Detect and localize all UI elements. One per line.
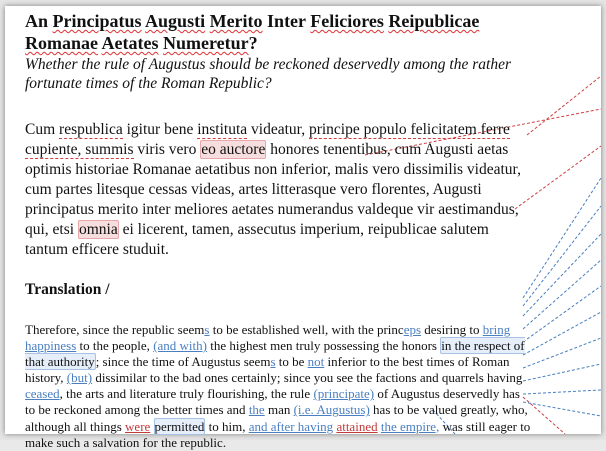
- tracked-insertion[interactable]: (but): [66, 370, 93, 386]
- misspelled-word[interactable]: Reipublicae: [388, 11, 480, 31]
- tracked-insertion[interactable]: the: [248, 402, 265, 418]
- document-subtitle: Whether the rule of Augustus should be reckoned deservedly among the rather fortunate times of the Roman Republic?: [25, 56, 511, 92]
- tracked-insertion[interactable]: bring happiness: [25, 322, 511, 354]
- connector-blue-10: [523, 402, 601, 416]
- comment-highlight[interactable]: permitted: [154, 418, 205, 434]
- connector-blue-3: [523, 234, 601, 316]
- connector-blue-8: [523, 364, 601, 381]
- commented-text[interactable]: principe populo felicitatem ferre cupiente, summis: [25, 121, 510, 158]
- tracked-insertion[interactable]: eps: [403, 322, 422, 337]
- connector-red-1: [527, 76, 601, 135]
- translation-paragraph: Therefore, since the republic seems to be established well, with the princeps desiring to bring happiness to the people, (and with) the highest men truly possessing the honors in the respect of that authority; since the time of Augustus seems to be not inferior to the best times of Roman history, (but) dissimilar to the bad ones certainly; since you see the factions and quarrels having ceased, the arts and literature truly flourishing, the rule (principate) of Augustus deservedly has to be reckoned among the better times and the man (i.e. Augustus) has to be valued greatly, who, although all things were permitted to him, and after having attained the empire, was still eager to make such a salvation for the republic.: [25, 322, 531, 450]
- tracked-deletion[interactable]: were: [125, 418, 151, 434]
- tracked-insertion[interactable]: and after having: [248, 418, 334, 434]
- tracked-insertion[interactable]: (and with): [153, 338, 207, 354]
- misspelled-word[interactable]: Principatus: [52, 11, 142, 31]
- comment-highlight[interactable]: eo auctore: [201, 141, 266, 158]
- document-body: [25, 10, 533, 451]
- misspelled-word[interactable]: Augusti: [145, 11, 206, 31]
- tracked-insertion[interactable]: not: [307, 354, 325, 370]
- translation-heading: Translation /: [25, 281, 110, 298]
- tracked-insertion[interactable]: s: [270, 354, 276, 370]
- document-title: An Principatus Augusti Merito Inter Feliciores Reipublicae Romanae Aetates Numeretur?: [25, 11, 480, 53]
- comment-highlight[interactable]: in the respect of that authority: [25, 338, 525, 370]
- connector-blue-1: [523, 178, 601, 298]
- latin-paragraph: Cum respublica igitur bene instituta videatur, principe populo felicitatem ferre cupiente, summis viris vero eo auctore honores tenentibus, cum Augusti aetas optimis historiae Romanae aetatibus non inferior, malis vero dissimilis videatur, cum partes litesque cessas videas, artes litterasque vero florentes, Augusti principatus merito inter meliores aetates numerandus valdeque vir aestimandus, qui, etsi omnia ei licerent, tamen, assecutus imperium, reipublicae salutem tantum efficere studuit.: [25, 121, 521, 258]
- misspelled-word[interactable]: Romanae: [25, 33, 98, 53]
- misspelled-word[interactable]: Numeretur: [163, 33, 249, 53]
- connector-blue-7: [523, 338, 601, 368]
- comment-highlight[interactable]: omnia: [78, 221, 118, 238]
- commented-text[interactable]: instituta: [197, 121, 248, 138]
- tracked-insertion[interactable]: (i.e. Augustus): [293, 402, 370, 418]
- tracked-insertion[interactable]: the empire,: [380, 418, 440, 434]
- tracked-insertion[interactable]: ceased: [25, 386, 60, 402]
- tracked-deletion[interactable]: attained: [336, 418, 378, 434]
- document-page: [5, 6, 601, 450]
- misspelled-word[interactable]: Aetates: [101, 33, 159, 53]
- connector-blue-2: [523, 206, 601, 306]
- commented-text[interactable]: respublica: [59, 121, 123, 138]
- tracked-insertion[interactable]: (principate): [313, 386, 375, 402]
- connector-blue-9: [523, 390, 601, 394]
- misspelled-word[interactable]: Merito: [209, 11, 263, 31]
- tracked-insertion[interactable]: s: [204, 322, 210, 337]
- misspelled-word[interactable]: Feliciores: [310, 11, 384, 31]
